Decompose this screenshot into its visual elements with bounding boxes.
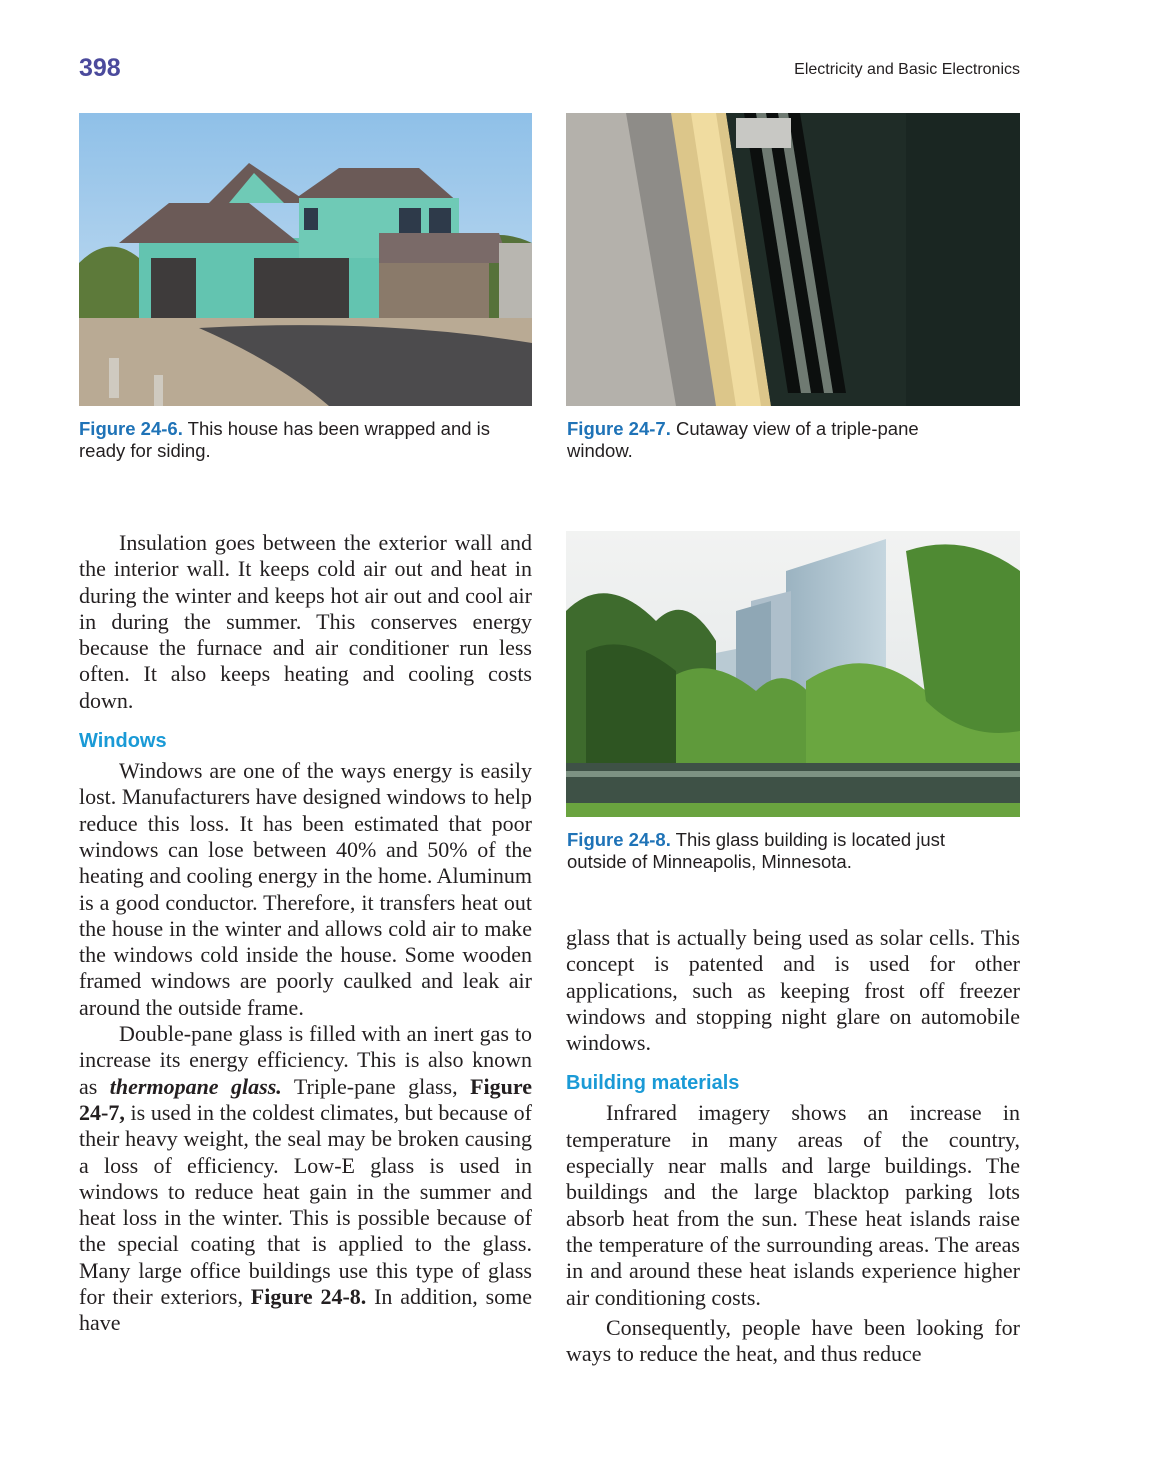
continued-paragraph: glass that is actually being used as solar cells. This concept is patented and is used for other applications, such as keeping frost off freezer windows and stopping night glare on automobile windows. (566, 925, 1020, 1056)
windows-paragraph: Windows are one of the ways energy is easily lost. Manufacturers have designed windows to help reduce this loss. It has been estimated that poor windows can lose between 40% and 50% of the heating and cooling energy in the home. Aluminum is a good conductor. Therefore, it transfers heat out the house in the winter and allows cold air to make the windows cold inside the house. Some wooden framed windows are poorly caulked and leak air around the outside frame. (79, 758, 532, 1020)
figure-24-6-house-photo (79, 113, 532, 406)
double-pane-text-2: Triple-pane glass, (293, 1073, 458, 1099)
figure-label: Figure 24-6. (79, 418, 183, 439)
double-pane-text-3: is used in the coldest climates, but because of their heavy weight, the seal may be broken causing a loss of efficiency. Low-E glass is used in windows to reduce heat gain in the summer and heat loss in the winter. This is possible because of the special coating that is applied to the glass. Many large office buildings use this type of glass for their exteriors, (79, 1099, 533, 1310)
running-head: Electricity and Basic Electronics (794, 61, 1020, 78)
windows-heading: Windows (79, 730, 167, 753)
caption-text: This house has been wrapped and is ready for siding. (79, 418, 491, 461)
double-pane-text-4: In addition, some have (79, 1284, 533, 1336)
caption-text: Cutaway view of a triple-pane window. (567, 418, 919, 461)
double-pane-text-1: Double-pane glass is filled with an inert gas to increase its energy efficiency. This is also known as (79, 1021, 532, 1099)
figure-24-8-caption (567, 829, 1007, 873)
figure-label: Figure 24-7. (567, 418, 671, 439)
double-pane-paragraph (79, 1021, 532, 1337)
figure-24-8-reference: Figure 24-8. (250, 1284, 367, 1310)
infrared-paragraph: Infrared imagery shows an increase in temperature in many areas of the country, especially near malls and large buildings. The buildings and the large blacktop parking lots absorb heat from the sun. These heat islands raise the temperature of the surrounding areas. The areas in and around these heat islands experience higher air conditioning costs. (566, 1100, 1020, 1310)
building-materials-heading: Building materials (566, 1072, 740, 1095)
right-column (566, 925, 1020, 1367)
figure-24-7-window-photo (566, 113, 1020, 406)
consequently-paragraph: Consequently, people have been looking for ways to reduce the heat, and thus reduce (566, 1314, 1020, 1367)
figure-24-8-glass-building-photo (566, 531, 1020, 817)
figure-24-6-caption (79, 418, 534, 462)
thermopane-term: thermopane glass. (109, 1073, 282, 1099)
left-column (79, 530, 532, 1337)
insulation-paragraph: Insulation goes between the exterior wall and the interior wall. It keeps cold air out and heat in during the winter and keeps hot air out and cool air in during the summer. This conserves energy because the furnace and air conditioner run less often. It also keeps heating and cooling costs down. (79, 530, 532, 713)
figure-24-7-reference: Figure 24-7, (79, 1073, 532, 1125)
page-number: 398 (79, 54, 121, 82)
figure-24-7-caption (567, 418, 987, 462)
caption-text: This glass building is located just outside of Minneapolis, Minnesota. (567, 829, 946, 872)
figure-label: Figure 24-8. (567, 829, 671, 850)
